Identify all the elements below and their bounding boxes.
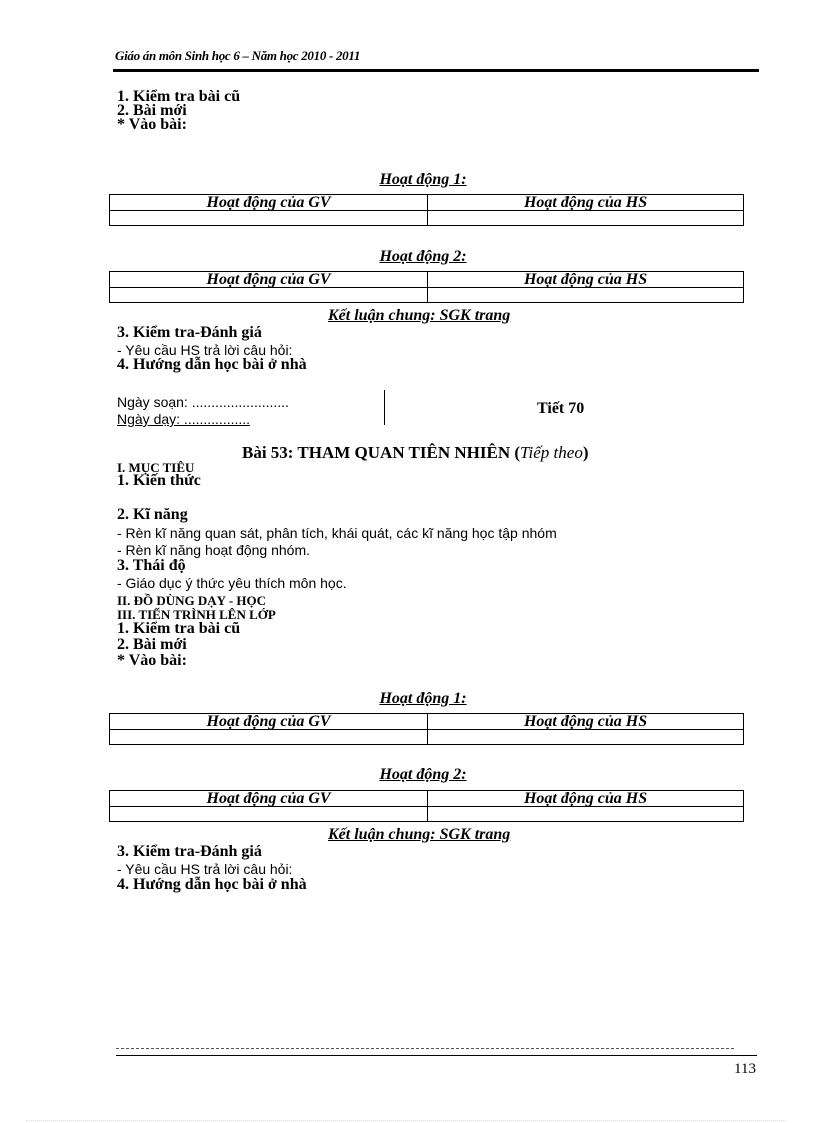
column-teacher: Hoạt động của GV [110, 791, 428, 807]
activity-1-title: Hoạt động 1: [379, 171, 467, 188]
table-cell [110, 807, 428, 822]
materials-heading: II. ĐỒ DÙNG DẠY - HỌC [117, 593, 267, 608]
column-teacher: Hoạt động của GV [110, 272, 428, 288]
page-number: 113 [734, 1061, 756, 1077]
preparation-date: Ngày soạn: ......................... [117, 394, 289, 410]
objective-skills: 2. Kĩ năng [117, 506, 188, 523]
lesson-title-close: ) [582, 443, 589, 462]
lesson-title-main: Bài 53: THAM QUAN TIÊN NHIÊN ( [242, 443, 521, 462]
skill-item: - Rèn kĩ năng hoạt động nhóm. [117, 542, 311, 558]
section-new-lesson: 2. Bài mới [117, 636, 187, 653]
table-cell [428, 288, 744, 303]
objective-knowledge: 1. Kiến thức [117, 472, 201, 489]
section-homework-guide: 4. Hướng dẫn học bài ở nhà [117, 876, 307, 893]
section-old-lesson-check: 1. Kiểm tra bài cũ [117, 88, 241, 105]
activity-1-title: Hoạt động 1: [379, 690, 467, 707]
column-student: Hoạt động của HS [428, 791, 744, 807]
column-teacher: Hoạt động của GV [110, 195, 428, 211]
table-cell [110, 288, 428, 303]
process-heading: III. TIẾN TRÌNH LÊN LỚP [117, 607, 276, 622]
page-header: Giáo án môn Sinh học 6 – Năm học 2010 - 2011 [115, 48, 361, 63]
activity-2-title: Hoạt động 2: [379, 248, 467, 265]
general-conclusion: Kết luận chung: SGK trang [328, 826, 511, 843]
header-rule [113, 69, 759, 72]
footer-rule [116, 1055, 757, 1056]
table-cell [110, 730, 428, 745]
column-student: Hoạt động của HS [428, 272, 744, 288]
section-assessment: 3. Kiểm tra-Đánh giá [117, 843, 262, 860]
table-cell [428, 807, 744, 822]
lesson-title [242, 443, 589, 463]
activity-2-title: Hoạt động 2: [379, 766, 467, 783]
section-intro: * Vào bài: [117, 652, 187, 669]
table-cell [428, 211, 744, 226]
column-student: Hoạt động của HS [428, 714, 744, 730]
lesson-title-sub: Tiếp theo [520, 443, 583, 462]
section-old-lesson-check: 1. Kiểm tra bài cũ [117, 620, 241, 637]
objective-attitude: 3. Thái độ [117, 557, 186, 574]
table-cell [110, 211, 428, 226]
objectives-heading: I. MỤC TIÊU [117, 460, 195, 475]
page-bottom-border [26, 1120, 786, 1121]
section-homework-guide: 4. Hướng dẫn học bài ở nhà [117, 356, 307, 373]
activity-2-table [109, 790, 744, 822]
skill-item: - Rèn kĩ năng quan sát, phân tích, khái quát, các kĩ năng học tập nhóm [117, 525, 557, 541]
activity-1-table [109, 194, 744, 226]
divider [384, 390, 385, 425]
attitude-item: - Giáo dục ý thức yêu thích môn học. [117, 575, 347, 591]
activity-2-table [109, 271, 744, 303]
assessment-item: - Yêu cầu HS trả lời câu hỏi: [117, 861, 293, 877]
footer-dashed-line [116, 1048, 734, 1049]
activity-1-table [109, 713, 744, 745]
general-conclusion: Kết luận chung: SGK trang [328, 307, 511, 324]
lesson-period: Tiết 70 [537, 400, 585, 417]
column-teacher: Hoạt động của GV [110, 714, 428, 730]
table-cell [428, 730, 744, 745]
section-intro: * Vào bài: [117, 116, 187, 133]
section-new-lesson: 2. Bài mới [117, 102, 187, 119]
section-assessment: 3. Kiểm tra-Đánh giá [117, 324, 262, 341]
column-student: Hoạt động của HS [428, 195, 744, 211]
teaching-date: Ngày dạy: ................. [117, 411, 251, 427]
assessment-item: - Yêu cầu HS trả lời câu hỏi: [117, 342, 293, 358]
